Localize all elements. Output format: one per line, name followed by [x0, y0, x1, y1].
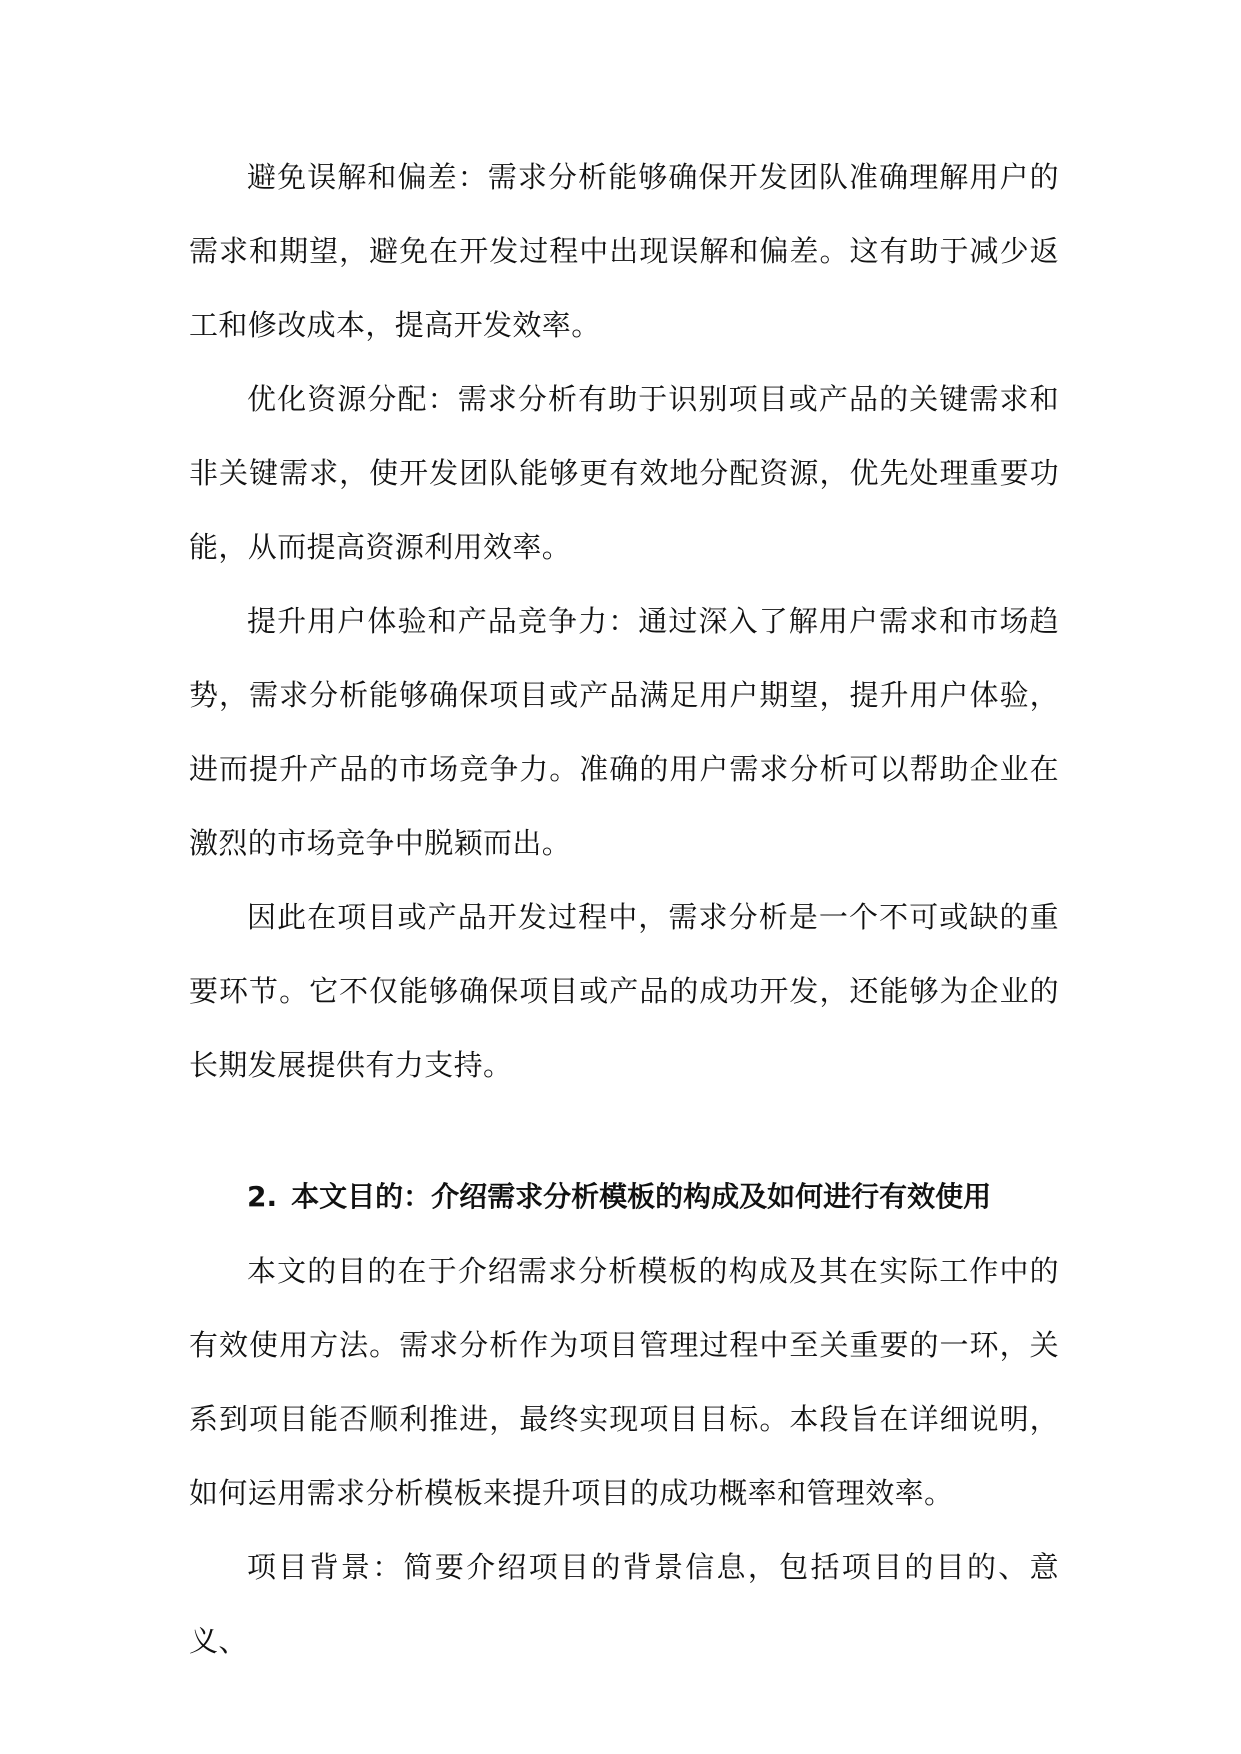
paragraph-user-experience: 提升用户体验和产品竞争力：通过深入了解用户需求和市场趋势，需求分析能够确保项目或产品满足用户期望，提升用户体验，进而提升产品的市场竞争力。准确的用户需求分析可以帮助企业在激烈的市场竞争中脱颖而出。 — [189, 604, 1059, 860]
section-heading — [189, 1160, 1059, 1234]
paragraph-purpose: 本文的目的在于介绍需求分析模板的构成及其在实际工作中的有效使用方法。需求分析作为项目管理过程中至关重要的一环，关系到项目能否顺利推进，最终实现项目目标。本段旨在详细说明，如何运用需求分析模板来提升项目的成功概率和管理效率。 — [189, 1254, 1059, 1510]
paragraph-project-background: 项目背景：简要介绍项目的背景信息，包括项目的目的、意义、 — [189, 1550, 1059, 1658]
paragraph-avoid-misunderstanding: 避免误解和偏差：需求分析能够确保开发团队准确理解用户的需求和期望，避免在开发过程中出现误解和偏差。这有助于减少返工和修改成本，提高开发效率。 — [189, 160, 1059, 342]
paragraph-conclusion: 因此在项目或产品开发过程中，需求分析是一个不可或缺的重要环节。它不仅能够确保项目或产品的成功开发，还能够为企业的长期发展提供有力支持。 — [189, 900, 1059, 1082]
paragraph-optimize-resources: 优化资源分配：需求分析有助于识别项目或产品的关键需求和非关键需求，使开发团队能够更有效地分配资源，优先处理重要功能，从而提高资源利用效率。 — [189, 382, 1059, 564]
document-body — [189, 140, 1059, 1678]
section-number: 2. — [247, 1180, 278, 1213]
section-title: 本文目的：介绍需求分析模板的构成及如何进行有效使用 — [291, 1180, 992, 1213]
